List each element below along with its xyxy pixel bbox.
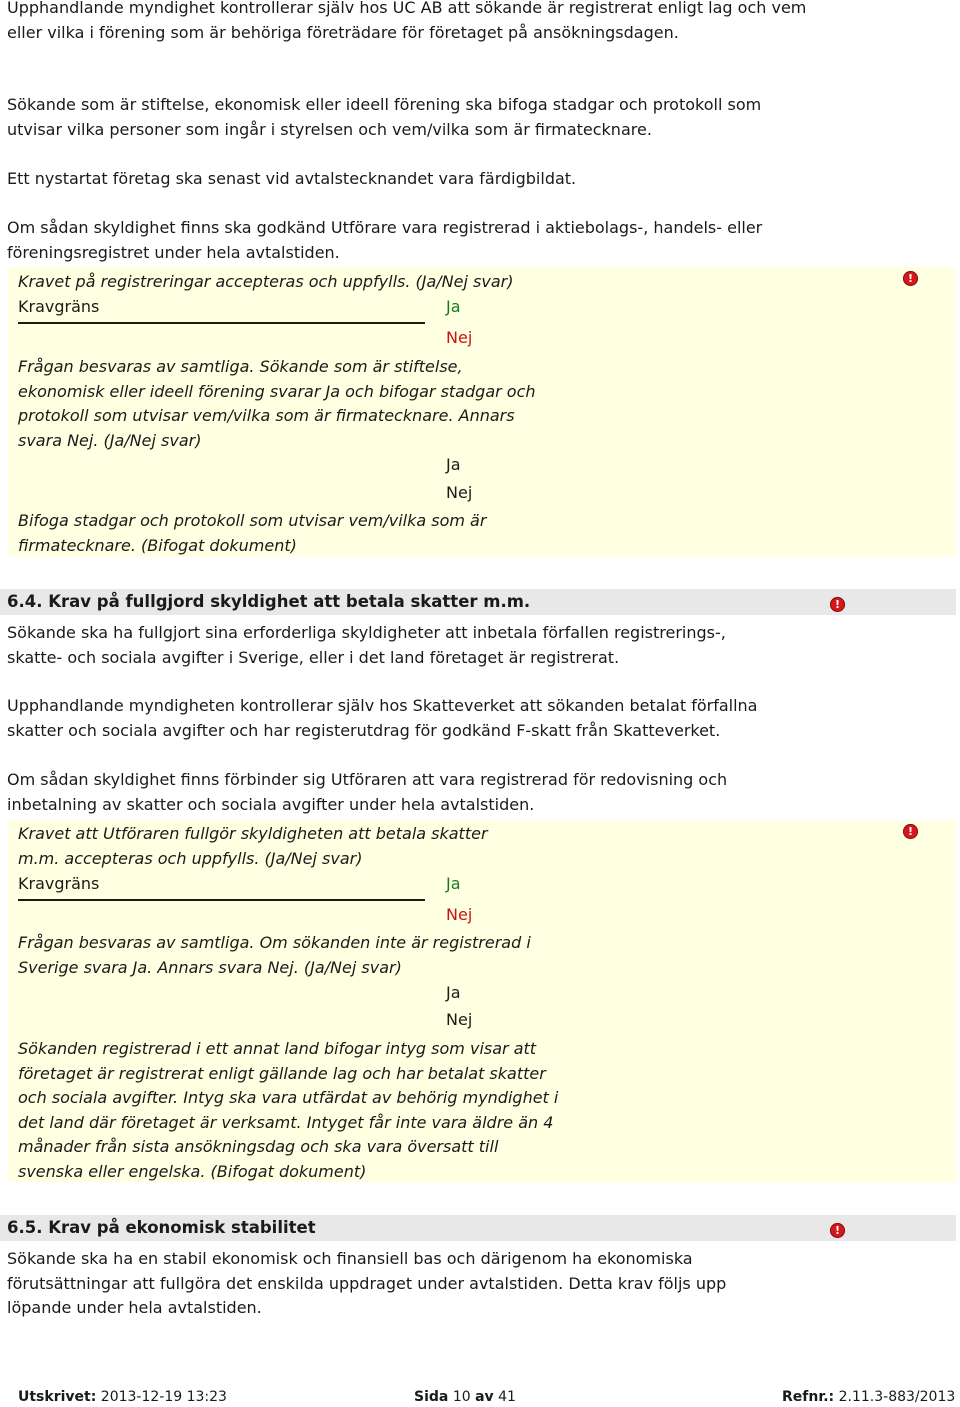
footer-page-label: Sida [414, 1389, 449, 1405]
kravgrans-label: Kravgräns [18, 874, 100, 893]
answer-ja-option-2[interactable]: Ja [446, 455, 461, 474]
question-registration-accept: Kravet på registreringar accepteras och uppfylls. (Ja/Nej svar) [18, 272, 514, 291]
kravgrans-line [18, 899, 425, 901]
question-foundation-docs: Frågan besvaras av samtliga. Sökande som är stiftelse, ekonomisk eller ideell förening svarar Ja och bifogar stadgar och protokoll som utvisar vem/vilka som är firmatecknare. Annars svara Nej. (Ja/Nej svar) [18, 357, 536, 450]
kravgrans-line [18, 322, 425, 324]
intro-paragraph-1: Upphandlande myndighet kontrollerar själv hos UC AB att sökande är registrerat enligt lag och vem eller vilka i förening som är behöriga företrädare för företaget på ansökningsdagen. [7, 0, 807, 42]
footer-page [414, 1387, 516, 1407]
attachment-request: Bifoga stadgar och protokoll som utvisar vem/vilka som är firmatecknare. (Bifogat dokument) [18, 511, 487, 555]
footer-ref [782, 1387, 955, 1407]
sec64-paragraph-2: Upphandlande myndigheten kontrollerar själv hos Skatteverket att sökanden betalat förfallna skatter och sociala avgifter och har registerutdrag för godkänd F-skatt från Skatteverket. [7, 696, 758, 740]
intro-paragraph-3: Ett nystartat företag ska senast vid avtalstecknandet vara färdigbildat. [7, 169, 577, 188]
answer-ja-option[interactable]: Ja [446, 297, 461, 316]
answer-ja-option[interactable]: Ja [446, 874, 461, 893]
footer-page-of: av [475, 1389, 494, 1405]
attachment-request: Sökanden registrerad i ett annat land bifogar intyg som visar att företaget är registrerat enligt gällande lag och har betalat skatter och sociala avgifter. Intyg ska vara utfärdat av behörig myndighet i det land där företaget är verksamt. Intyget får inte vara äldre än 4 månader från sista ansökningsdag och ska vara översatt till svenska eller engelska. (Bifogat dokument) [18, 1039, 559, 1181]
sec64-paragraph-3: Om sådan skyldighet finns förbinder sig Utföraren att vara registrerad för redovisning och inbetalning av skatter och sociala avgifter under hela avtalstiden. [7, 770, 728, 814]
question-foreign-registration: Frågan besvaras av samtliga. Om sökanden inte är registrerad i Sverige svara Ja. Annars svara Nej. (Ja/Nej svar) [18, 933, 531, 977]
sec64-paragraph-1: Sökande ska ha fullgjort sina erforderliga skyldigheter att inbetala förfallen registrerings-, skatte- och sociala avgifter i Sverige, eller i det land företaget är registrerat. [7, 623, 726, 667]
footer-ref-value: 2.11.3-883/2013 [838, 1389, 956, 1405]
section-title: 6.4. Krav på fullgjord skyldighet att betala skatter m.m. [7, 592, 531, 611]
footer-printed [18, 1387, 227, 1407]
footer-printed-label: Utskrivet: [18, 1389, 97, 1405]
footer-ref-label: Refnr.: [782, 1389, 835, 1405]
kravgrans-label: Kravgräns [18, 297, 100, 316]
requirement-box-registration [8, 267, 956, 557]
sec65-paragraph-1: Sökande ska ha en stabil ekonomisk och finansiell bas och därigenom ha ekonomiska förutsättningar att fullgöra det enskilda uppdraget under avtalstiden. Detta krav följs upp löpande under hela avtalstiden. [7, 1249, 727, 1317]
warning-icon: ! [903, 824, 918, 839]
section-title: 6.5. Krav på ekonomisk stabilitet [7, 1218, 316, 1237]
answer-ja-option-2[interactable]: Ja [446, 983, 461, 1002]
footer-page-num: 10 [452, 1389, 471, 1405]
warning-icon: ! [830, 597, 845, 612]
footer-page-total: 41 [498, 1389, 516, 1405]
answer-nej-option-2[interactable]: Nej [446, 1010, 473, 1029]
answer-nej-option-2[interactable]: Nej [446, 483, 473, 502]
section-heading-6-5 [0, 1215, 956, 1241]
section-heading-6-4 [0, 589, 956, 615]
intro-paragraph-2: Sökande som är stiftelse, ekonomisk eller ideell förening ska bifoga stadgar och protokoll som utvisar vilka personer som ingår i styrelsen och vem/vilka som är firmatecknare. [7, 95, 762, 139]
warning-icon: ! [830, 1223, 845, 1238]
requirement-box-taxes [8, 820, 956, 1182]
question-taxes-accept: Kravet att Utföraren fullgör skyldigheten att betala skatter m.m. accepteras och uppfylls. (Ja/Nej svar) [18, 824, 488, 868]
answer-nej-option[interactable]: Nej [446, 905, 473, 924]
footer-printed-value: 2013-12-19 13:23 [100, 1389, 227, 1405]
answer-nej-option[interactable]: Nej [446, 328, 473, 347]
intro-paragraph-4: Om sådan skyldighet finns ska godkänd Utförare vara registrerad i aktiebolags-, handels- eller föreningsregistret under hela avtalstiden. [7, 218, 763, 262]
warning-icon: ! [903, 271, 918, 286]
